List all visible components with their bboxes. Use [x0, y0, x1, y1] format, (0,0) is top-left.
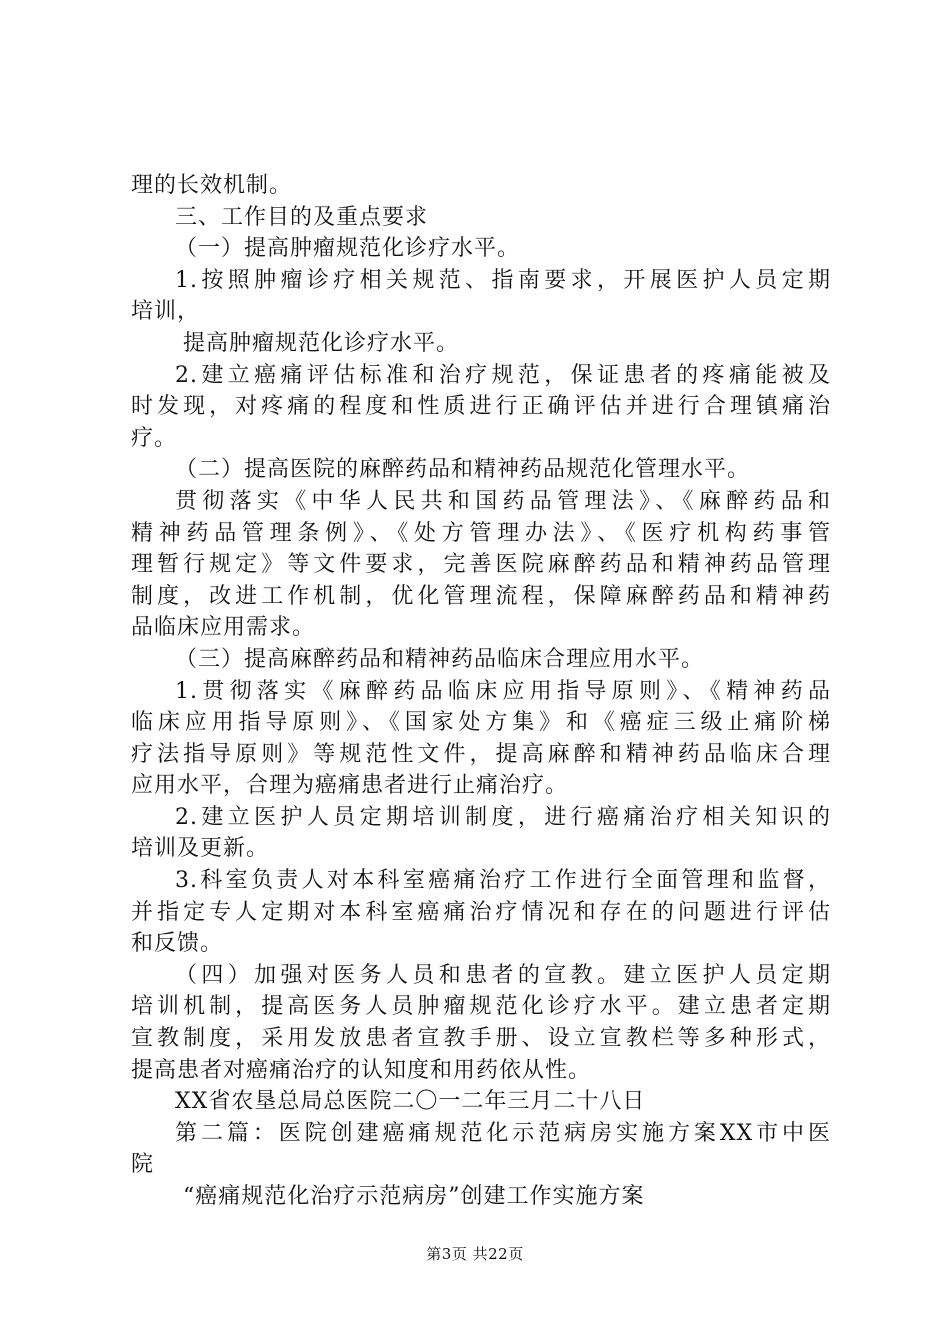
- text-line: 提高肿瘤规范化诊疗水平。: [183, 330, 460, 356]
- chapter-heading: 第二篇：医院创建癌痛规范化示范病房实施方案XX市中医: [175, 1120, 831, 1146]
- text-line: 品临床应用需求。: [131, 615, 316, 641]
- subsection-heading: （二）提高医院的麻醉药品和精神药品规范化管理水平。: [175, 457, 751, 483]
- subsection-heading: （一）提高肿瘤规范化诊疗水平。: [175, 236, 521, 262]
- text-line: 培训及更新。: [131, 836, 270, 862]
- text-line: 1.贯彻落实《麻醉药品临床应用指导原则》、《精神药品: [175, 678, 831, 704]
- text-line: 精神药品管理条例》、《处方管理办法》、《医疗机构药事管: [131, 520, 831, 546]
- text-line: 贯彻落实《中华人民共和国药品管理法》、《麻醉药品和: [175, 488, 831, 514]
- subsection-heading: （四）加强对医务人员和患者的宣教。建立医护人员定期: [175, 962, 831, 988]
- text-line: 理的长效机制。: [131, 173, 293, 198]
- plan-title: “癌痛规范化治疗示范病房”创建工作实施方案: [183, 1184, 645, 1209]
- text-line: 宣教制度，采用发放患者宣教手册、设立宣教栏等多种形式，: [131, 1026, 831, 1052]
- signature-line: XX省农垦总局总医院二〇一二年三月二十八日: [175, 1089, 646, 1115]
- text-line: 制度，改进工作机制，优化管理流程，保障麻醉药品和精神药: [131, 583, 831, 609]
- text-line: 3.科室负责人对本科室癌痛治疗工作进行全面管理和监督，: [175, 868, 831, 894]
- text-line: 培训，: [131, 299, 201, 325]
- text-line: 时发现，对疼痛的程度和性质进行正确评估并进行合理镇痛治: [131, 394, 831, 420]
- text-line: 2.建立癌痛评估标准和治疗规范，保证患者的疼痛能被及: [175, 362, 831, 388]
- page-number-footer: 第3页 共22页: [426, 1245, 524, 1263]
- text-line: 理暂行规定》等文件要求，完善医院麻醉药品和精神药品管理: [131, 552, 831, 578]
- text-line: 1.按照肿瘤诊疗相关规范、指南要求，开展医护人员定期: [175, 267, 831, 293]
- text-line: 培训机制，提高医务人员肿瘤规范化诊疗水平。建立患者定期: [131, 994, 831, 1020]
- text-line: 和反馈。: [131, 931, 224, 957]
- text-line: 院: [131, 1152, 155, 1178]
- text-line: 提高患者对癌痛治疗的认知度和用药依从性。: [131, 1057, 592, 1083]
- text-line: 临床应用指导原则》、《国家处方集》和《癌症三级止痛阶梯: [131, 710, 831, 736]
- subsection-heading: （三）提高麻醉药品和精神药品临床合理应用水平。: [175, 646, 705, 672]
- section-heading: 三、工作目的及重点要求: [175, 204, 429, 230]
- text-line: 疗。: [131, 425, 178, 451]
- text-line: 并指定专人定期对本科室癌痛治疗情况和存在的问题进行评估: [131, 899, 831, 925]
- text-line: 2.建立医护人员定期培训制度，进行癌痛治疗相关知识的: [175, 804, 831, 830]
- document-body: [131, 170, 831, 1213]
- text-line: 疗法指导原则》等规范性文件，提高麻醉和精神药品临床合理: [131, 741, 831, 767]
- text-line: 应用水平，合理为癌痛患者进行止痛治疗。: [131, 773, 569, 799]
